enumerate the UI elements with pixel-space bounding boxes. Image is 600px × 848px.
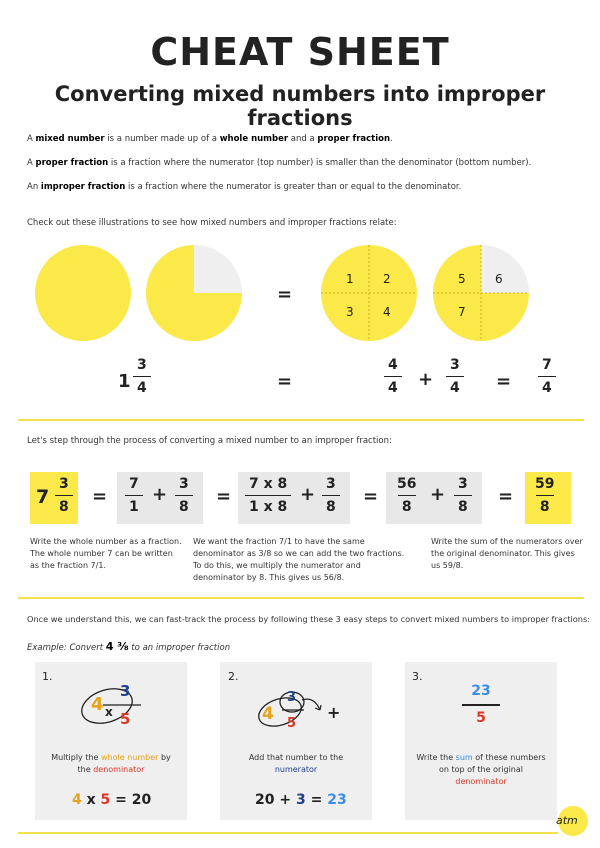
step3-fraction-a: $\frac{56}{8}$: [397, 476, 417, 515]
multiply-loop-icon: [75, 680, 155, 730]
fraction-four-quarters: $\frac{4}{4}$: [384, 357, 402, 396]
plus-sign: +: [152, 484, 168, 505]
plus-sign: +: [430, 484, 446, 505]
quarters-circle-left: [321, 245, 417, 341]
step3-instruction: Write the sum of these numbers on top of the original denominator: [416, 753, 546, 786]
quarter-label: 5: [458, 272, 466, 286]
start-fraction: $\frac{3}{8}$: [55, 476, 73, 515]
caption-step2: We want the fraction 7/1 to have the same denominator as 3/8 so we can add the two fractions. To do this, we multiply the numerator and denominator by 8. This gives us 56/8.: [193, 537, 405, 582]
plus-sign: +: [418, 369, 434, 390]
definition-proper-fraction: A proper fraction is a fraction where the numerator (top number) is smaller than the denominator (bottom number).: [27, 158, 532, 168]
step1-instruction: Multiply the whole number by the denominator: [51, 753, 171, 774]
fasttrack-intro: Once we understand this, we can fast-track the process by following these 3 easy steps to convert mixed numbers to improper fractions:: [27, 614, 591, 624]
quarter-label: 2: [383, 272, 391, 286]
step2-instruction: Add that number to the numerator: [248, 753, 344, 774]
quarter-label: 4: [383, 305, 391, 319]
quarter-label: 7: [458, 305, 466, 319]
whole-circle: [35, 245, 131, 341]
caption-step3: Write the sum of the numerators over the original denominator. This gives us 59/8.: [431, 537, 583, 570]
three-quarter-circle: [146, 245, 242, 341]
illustration-intro: Check out these illustrations to see how mixed numbers and improper fractions relate:: [27, 218, 397, 228]
fraction-three-quarters: $\frac{3}{4}$: [446, 357, 464, 396]
mixed-whole: 1: [118, 371, 131, 392]
quarter-label: 3: [346, 305, 354, 319]
numerator: 3: [287, 690, 297, 705]
divider: [18, 419, 584, 421]
plus-sign: +: [327, 703, 341, 722]
circles-illustration: [0, 240, 600, 345]
equals-sign: =: [363, 486, 379, 507]
step2-equation: 20 + 3 = 23: [255, 792, 347, 808]
process-intro: Let's step through the process of converting a mixed number to an improper fraction:: [27, 436, 392, 446]
step-number: 3.: [412, 670, 423, 683]
fraction-seven-quarters: $\frac{7}{4}$: [538, 357, 556, 396]
page-subtitle: Converting mixed numbers into improper fractions: [54, 82, 546, 130]
step1-fraction-b: $\frac{3}{8}$: [175, 476, 193, 515]
equals-sign: =: [277, 371, 293, 392]
denominator: 5: [287, 716, 297, 731]
start-whole: 7: [36, 486, 50, 508]
step-number: 1.: [42, 670, 53, 683]
result-numerator: 23: [471, 683, 491, 699]
equals-sign: =: [496, 371, 512, 392]
equals-sign: =: [277, 284, 293, 305]
mixed-fraction: $\frac{3}{4}$: [133, 357, 151, 396]
equals-sign: =: [216, 486, 232, 507]
plus-sign: +: [300, 484, 316, 505]
numerator: 3: [120, 682, 131, 700]
page-title: CHEAT SHEET: [150, 30, 450, 74]
quarter-label: 6: [495, 272, 503, 286]
step1-equation: 4 x 5 = 20: [72, 792, 152, 808]
step3-fraction-b: $\frac{3}{8}$: [454, 476, 472, 515]
result-fraction: $\frac{59}{8}$: [535, 476, 555, 515]
step2-fraction-b: $\frac{3}{8}$: [322, 476, 340, 515]
step2-fraction-a: $\frac{7 x 8}{1 x 8}$: [245, 476, 291, 515]
quarter-label: 1: [346, 272, 354, 286]
definition-improper-fraction: An improper fraction is a fraction where the numerator is greater than or equal to the denominator.: [27, 182, 462, 192]
times-sign: x: [105, 705, 113, 719]
whole-number: 4: [262, 704, 274, 724]
definition-mixed-number: A mixed number is a number made up of a whole number and a proper fraction.: [27, 134, 393, 144]
example-line: Example: Convert 4 ⅜ to an improper fraction: [27, 640, 231, 653]
step1-fraction-a: $\frac{7}{1}$: [125, 476, 143, 515]
caption-step1: Write the whole number as a fraction. The whole number 7 can be written as the fraction 7/1.: [30, 537, 182, 570]
equals-sign: =: [498, 486, 514, 507]
whole-number: 4: [91, 694, 104, 715]
divider: [18, 597, 584, 599]
divider: [18, 832, 558, 834]
denominator: 5: [120, 710, 131, 728]
quarters-circle-right: [433, 245, 529, 341]
atm-logo-text: atm: [556, 814, 578, 827]
result-denominator: 5: [476, 710, 486, 726]
equals-sign: =: [92, 486, 108, 507]
step-number: 2.: [228, 670, 239, 683]
fraction-bar: [462, 704, 500, 706]
